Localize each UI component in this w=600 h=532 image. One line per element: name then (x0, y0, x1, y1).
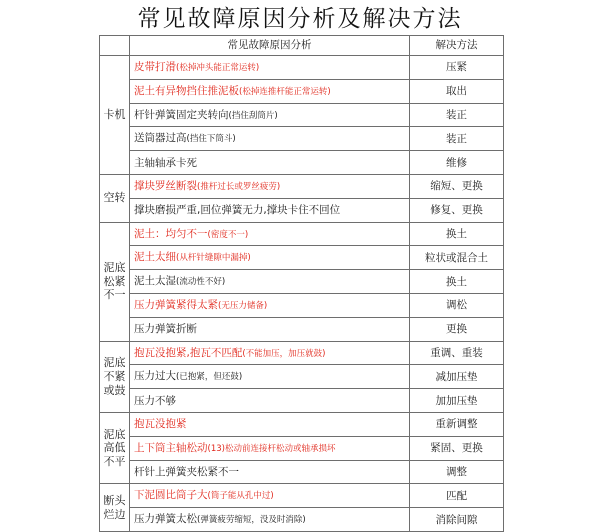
cause-text: 泥土太细 (134, 251, 176, 264)
cause-cell (130, 222, 410, 246)
cause-text: 压力过大 (134, 370, 176, 383)
cause-text: 泥土有异物挡住推泥板 (134, 84, 239, 97)
cause-cell (130, 151, 410, 175)
fault-table (99, 35, 504, 532)
table-row (100, 508, 504, 532)
cause-text: 抱瓦没抱紧 (134, 418, 187, 431)
group-label: 泥底高低不平 (100, 412, 130, 483)
table-row (100, 270, 504, 294)
cause-text: 送筒器过高 (134, 132, 187, 145)
solution-cell: 调松 (410, 293, 504, 317)
cause-note: (筒子能从孔中过) (207, 491, 274, 502)
table-row (100, 484, 504, 508)
header-blank (100, 36, 130, 56)
cause-text: 撑块罗丝断裂 (134, 180, 197, 192)
cause-note: (13)松动前连接杆松动或轴承损坏 (207, 443, 336, 454)
table-row (100, 174, 504, 198)
solution-cell: 匹配 (410, 484, 504, 508)
cause-note: (不能加压，加压就鼓) (242, 348, 326, 359)
cause-text: 泥土：均匀不一 (134, 227, 208, 240)
cause-cell (130, 389, 410, 413)
solution-cell: 取出 (410, 79, 504, 103)
cause-cell (130, 198, 410, 222)
table-row (100, 222, 504, 246)
solution-cell: 重新调整 (410, 412, 504, 436)
cause-cell (130, 436, 410, 460)
solution-cell: 消除间隙 (410, 508, 504, 532)
solution-cell: 更换 (410, 317, 504, 341)
cause-text: 撑块磨损严重,回位弹簧无力,撑块卡住不回位 (134, 204, 341, 217)
cause-text: 主轴轴承卡死 (134, 156, 197, 169)
table-row (100, 317, 504, 341)
table-row (100, 293, 504, 317)
cause-note: (密度不一) (207, 229, 249, 240)
table-row (100, 56, 504, 80)
cause-text: 下泥圆比筒子大 (134, 489, 208, 502)
solution-cell: 维修 (410, 151, 504, 175)
solution-cell: 粒状或混合土 (410, 246, 504, 270)
table-row (100, 127, 504, 151)
solution-cell: 修复、更换 (410, 198, 504, 222)
table-row (100, 341, 504, 365)
group-label: 空转 (100, 174, 130, 222)
cause-note: (流动性不好) (176, 277, 226, 288)
cause-note: (弹簧疲劳缩短，没及时消除) (197, 515, 306, 526)
solution-cell: 重调、重装 (410, 341, 504, 365)
table-row (100, 436, 504, 460)
table-row (100, 198, 504, 222)
cause-text: 抱瓦没抱紧,抱瓦不匹配 (134, 346, 243, 359)
table-row (100, 365, 504, 389)
cause-cell (130, 56, 410, 80)
table-row (100, 412, 504, 436)
solution-cell: 换土 (410, 270, 504, 294)
solution-cell: 装正 (410, 127, 504, 151)
group-label: 断头烂边 (100, 484, 130, 532)
cause-note: (松掉连推杆能正常运转) (239, 86, 331, 97)
solution-cell: 调整 (410, 460, 504, 484)
page-title: 常见故障原因分析及解决方法 (137, 6, 463, 32)
table-row (100, 246, 504, 270)
cause-note: (挡住下筒斗) (186, 134, 236, 145)
table-row (100, 79, 504, 103)
cause-text: 皮带打滑 (134, 61, 176, 74)
cause-note: (从杆针缝隙中漏掉) (176, 253, 251, 264)
cause-text: 压力弹簧太松 (134, 513, 197, 526)
cause-cell (130, 508, 410, 532)
fault-table-body (100, 56, 504, 532)
cause-cell (130, 246, 410, 270)
solution-cell: 紧固、更换 (410, 436, 504, 460)
header-solution: 解决方法 (410, 36, 504, 56)
solution-cell: 缩短、更换 (410, 174, 504, 198)
cause-cell (130, 103, 410, 127)
cause-cell (130, 174, 410, 198)
solution-cell: 加加压垫 (410, 389, 504, 413)
cause-cell (130, 460, 410, 484)
cause-text: 压力弹簧紧得太紧 (134, 298, 218, 311)
table-row (100, 151, 504, 175)
cause-cell (130, 484, 410, 508)
cause-cell (130, 365, 410, 389)
cause-cell (130, 317, 410, 341)
table-row (100, 103, 504, 127)
cause-cell (130, 293, 410, 317)
table-row (100, 389, 504, 413)
cause-cell (130, 412, 410, 436)
cause-text: 压力不够 (134, 394, 176, 407)
group-label: 泥底不紧或鼓 (100, 341, 130, 412)
table-row (100, 460, 504, 484)
cause-note: (已抱紧，但还鼓) (176, 372, 243, 383)
cause-note: (无压力储备) (218, 300, 268, 311)
group-label: 泥底松紧不一 (100, 222, 130, 341)
cause-cell (130, 341, 410, 365)
solution-cell: 装正 (410, 103, 504, 127)
cause-cell (130, 127, 410, 151)
solution-cell: 换土 (410, 222, 504, 246)
table-header-row (100, 36, 504, 56)
cause-text: 泥土太湿 (134, 275, 176, 288)
cause-text: 压力弹簧折断 (134, 323, 197, 336)
cause-note: (挡住刮筒片) (228, 110, 278, 121)
solution-cell: 压紧 (410, 56, 504, 80)
cause-note: (松掉冲头能正常运转) (176, 63, 260, 74)
cause-note: (推杆过长或罗丝疲劳) (197, 182, 281, 192)
solution-cell: 减加压垫 (410, 365, 504, 389)
cause-text: 上下筒主轴松动 (134, 441, 208, 454)
group-label: 卡机 (100, 56, 130, 175)
header-cause: 常见故障原因分析 (130, 36, 410, 56)
cause-text: 杆针弹簧固定夹转向 (134, 108, 229, 121)
cause-cell (130, 270, 410, 294)
cause-text: 杆针上弹簧夹松紧不一 (134, 465, 239, 478)
cause-cell (130, 79, 410, 103)
